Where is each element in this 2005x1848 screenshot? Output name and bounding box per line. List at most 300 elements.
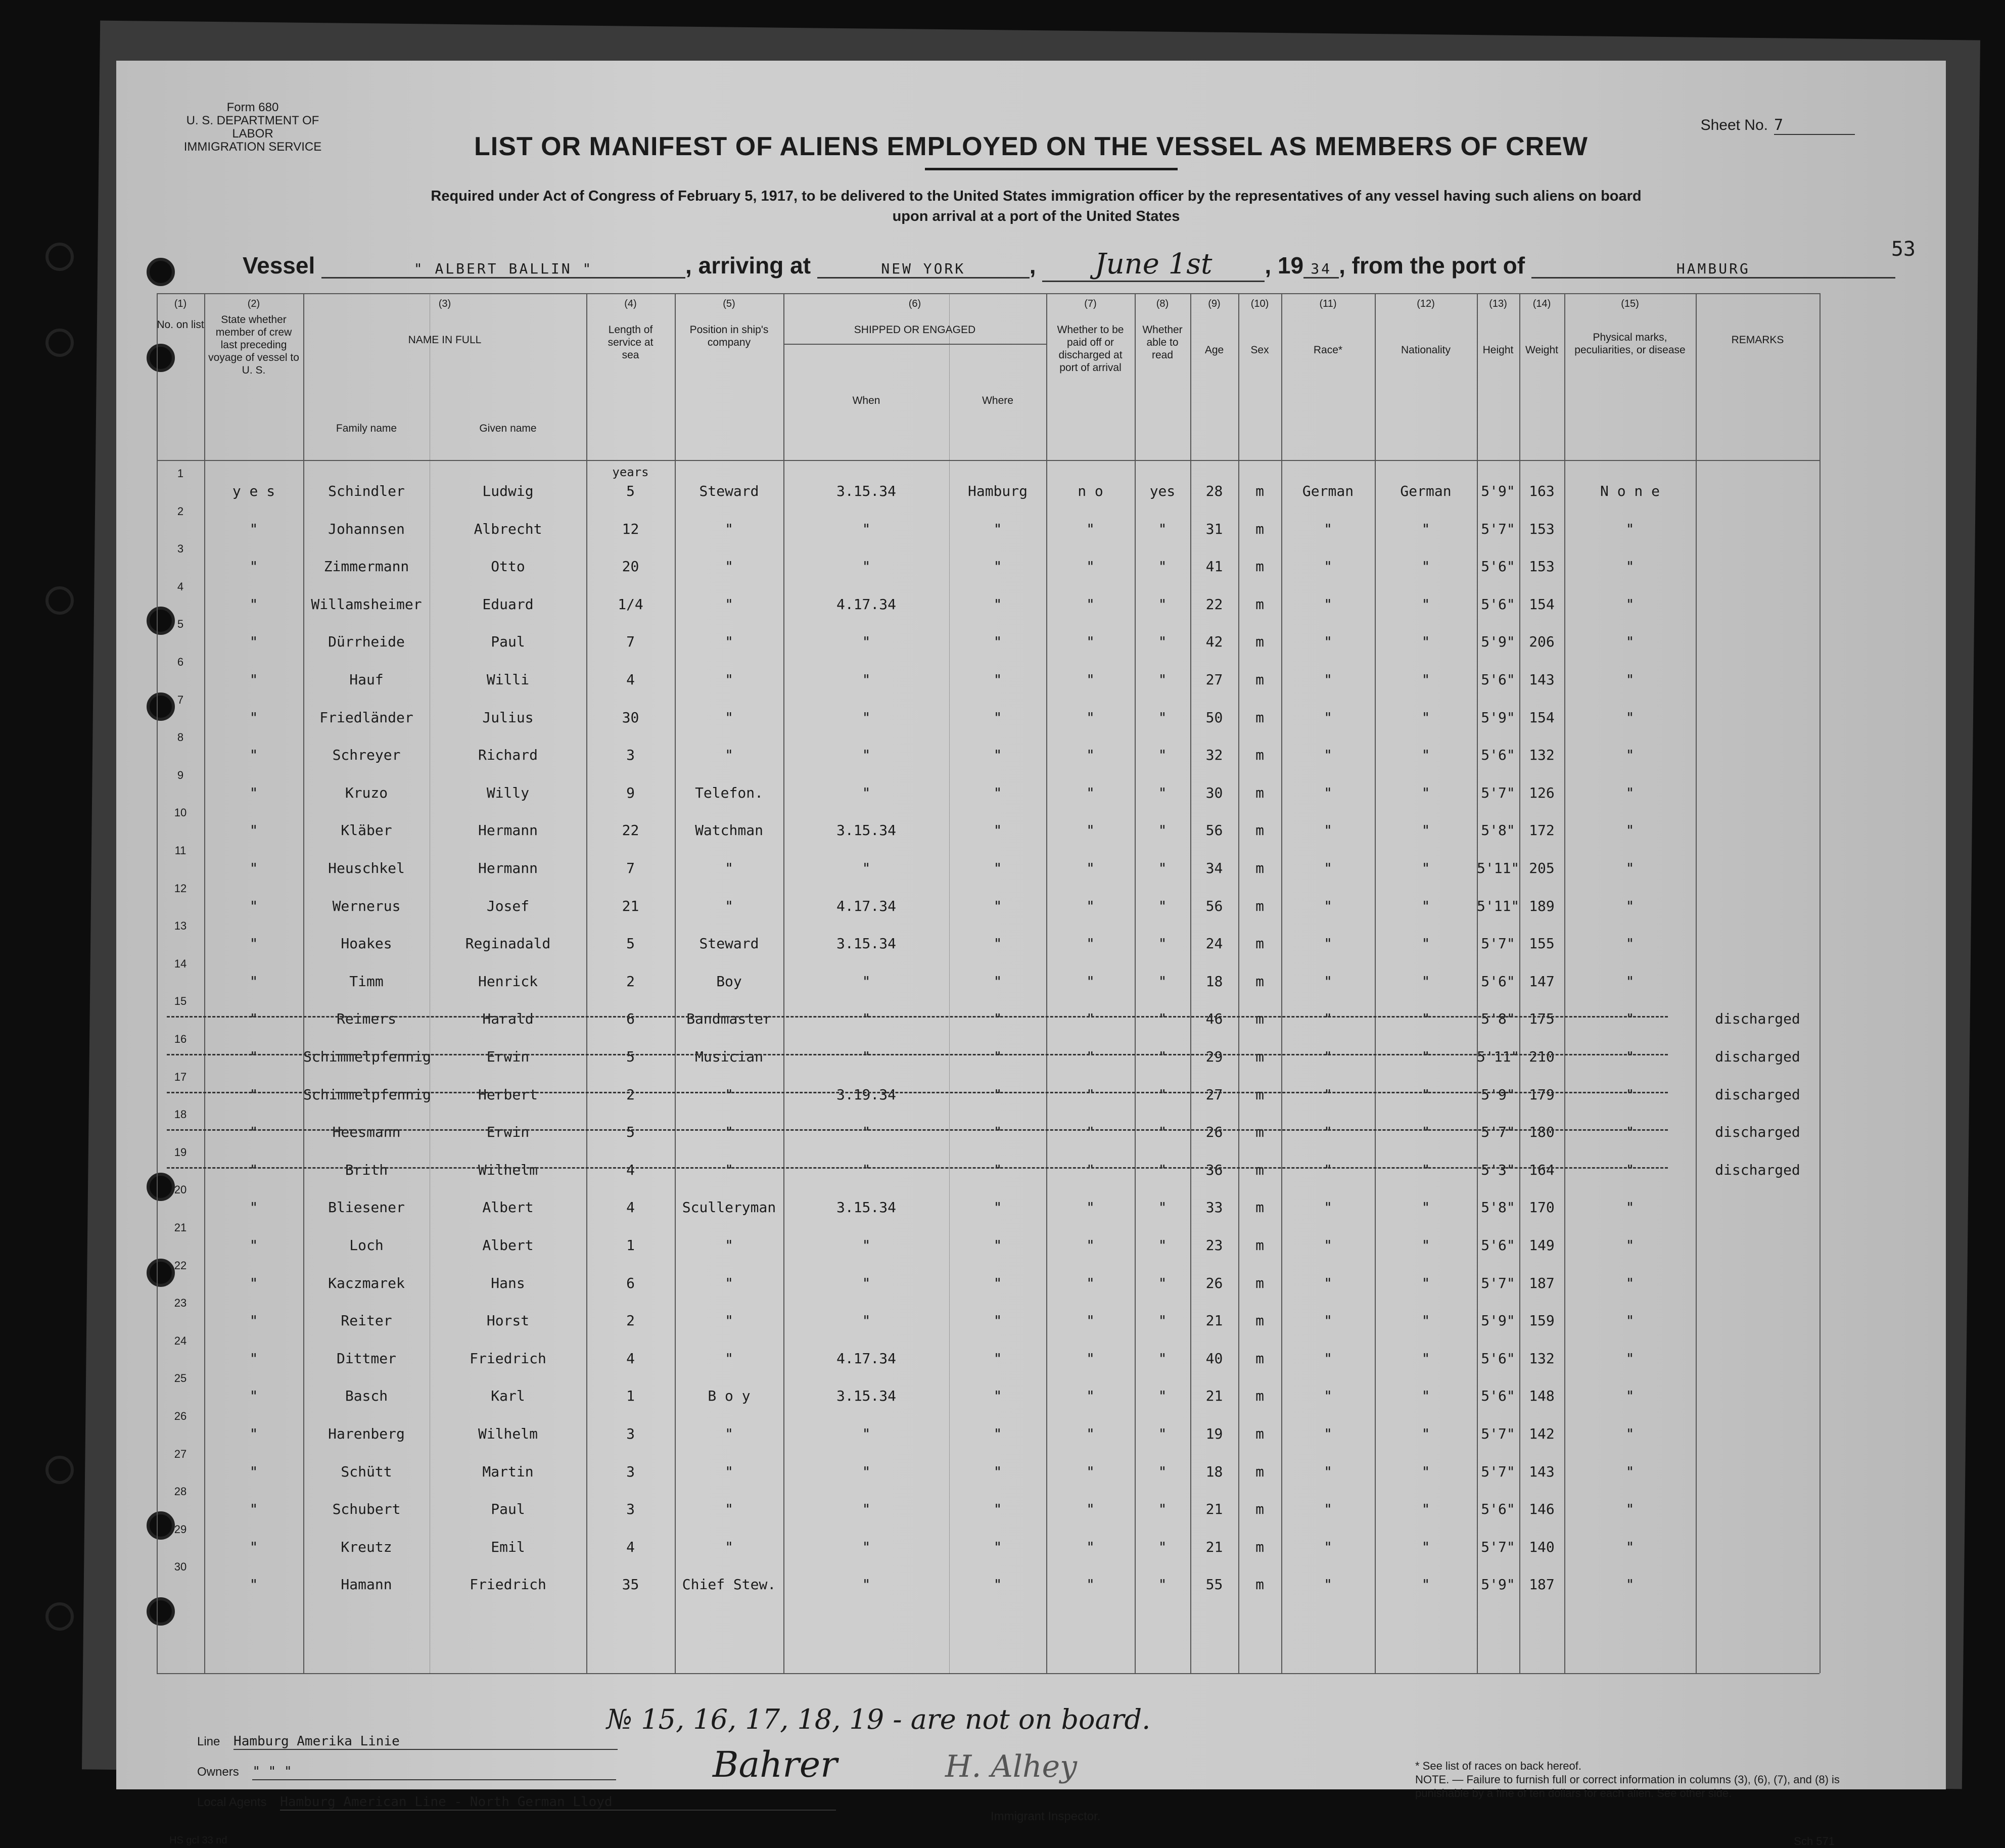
table-row	[157, 654, 1820, 691]
position-cell: Musician	[695, 1048, 763, 1065]
position-cell: "	[725, 897, 733, 914]
age-cell: 50	[1205, 709, 1223, 726]
weight-cell: 159	[1529, 1312, 1555, 1329]
family-name-cell: Schimmelpfennig	[303, 1048, 431, 1065]
previous-voyage-cell: "	[249, 1576, 258, 1593]
col4-number: (4)	[624, 298, 637, 309]
page-subtitle	[308, 186, 1764, 226]
previous-voyage-cell: y e s	[232, 483, 275, 499]
position-cell: Telefon.	[695, 784, 763, 801]
shipped-when-cell: "	[862, 784, 871, 801]
table-row	[157, 880, 1820, 917]
family-name-cell: Heesmann	[332, 1124, 401, 1141]
nationality-cell: "	[1421, 1576, 1430, 1593]
age-cell: 27	[1205, 671, 1223, 688]
weight-cell: 132	[1529, 1350, 1555, 1367]
shipped-when-cell: "	[862, 1237, 871, 1254]
family-name-cell: Schütt	[341, 1463, 392, 1480]
length-of-service-cell: 5	[626, 483, 635, 499]
previous-voyage-cell: "	[249, 897, 258, 914]
footer-line	[197, 1734, 618, 1750]
age-cell: 36	[1205, 1161, 1223, 1178]
print-code: HS gcl 33 nd	[169, 1835, 227, 1846]
physical-marks-cell: "	[1625, 1048, 1635, 1065]
given-name-cell: Paul	[491, 1501, 525, 1518]
height-cell: 5'7"	[1481, 1425, 1515, 1442]
sex-cell: m	[1255, 520, 1264, 537]
height-cell: 5'3"	[1481, 1161, 1515, 1178]
race-cell: "	[1324, 935, 1332, 952]
physical-marks-cell: "	[1625, 1388, 1635, 1405]
given-name-cell: Erwin	[486, 1124, 530, 1141]
col-able-to-read: Whether able to read	[1142, 324, 1183, 361]
previous-voyage-cell: "	[249, 1010, 258, 1028]
sex-cell: m	[1255, 747, 1264, 764]
length-of-service-cell: 3	[626, 1425, 635, 1442]
physical-marks-cell: "	[1625, 1538, 1635, 1555]
sex-cell: m	[1255, 822, 1264, 839]
table-row	[157, 1106, 1820, 1143]
col7-number: (7)	[1084, 298, 1097, 309]
sex-cell: m	[1255, 1538, 1264, 1555]
paid-off-cell: "	[1086, 1388, 1095, 1405]
physical-marks-cell: "	[1625, 860, 1635, 876]
physical-marks-cell: "	[1625, 1274, 1635, 1291]
paid-off-cell: "	[1086, 784, 1095, 801]
age-cell: 22	[1205, 595, 1223, 613]
nationality-cell: "	[1421, 747, 1430, 764]
shipped-where-cell: "	[993, 1161, 1002, 1178]
previous-voyage-cell: "	[249, 1501, 258, 1518]
line-value: Hamburg Amerika Linie	[234, 1734, 618, 1750]
race-cell: "	[1324, 1274, 1332, 1291]
col-previous-voyage: State whether member of crew last preceding voyage of vessel to U. S.	[208, 314, 299, 376]
previous-voyage-cell: "	[249, 633, 258, 651]
row-number-cell: 7	[177, 693, 184, 706]
table-row	[157, 691, 1820, 729]
col14-number: (14)	[1532, 298, 1551, 309]
position-cell: "	[725, 1161, 733, 1178]
length-of-service-cell: 5	[626, 1048, 635, 1065]
age-cell: 55	[1205, 1576, 1223, 1593]
height-cell: 5'6"	[1481, 747, 1515, 764]
table-row	[157, 804, 1820, 842]
race-cell: "	[1324, 709, 1332, 726]
sex-cell: m	[1255, 1501, 1264, 1518]
able-to-read-cell: "	[1158, 1576, 1167, 1593]
paid-off-cell: "	[1086, 1124, 1095, 1141]
shipped-where-cell: "	[993, 1463, 1002, 1480]
sex-cell: m	[1255, 1388, 1264, 1405]
family-name-cell: Bliesener	[328, 1199, 405, 1216]
length-of-service-cell: 6	[626, 1010, 635, 1028]
height-cell: 5'7"	[1481, 935, 1515, 952]
strike-line	[167, 1167, 1668, 1169]
length-of-service-cell: 12	[622, 520, 639, 537]
sex-cell: m	[1255, 897, 1264, 914]
inspector-label: Immigrant Inspector.	[991, 1810, 1101, 1823]
fine-note: NOTE. — Failure to furnish full or correct information in columns (3), (6), (7), and (8) is punishable by a fine of ten dollars for each alien. See other side.	[1415, 1773, 1840, 1799]
paid-off-cell: "	[1086, 709, 1095, 726]
row-number-cell: 6	[177, 656, 184, 668]
row-number-cell: 8	[177, 731, 184, 744]
weight-cell: 143	[1529, 671, 1555, 688]
position-cell: "	[725, 1086, 733, 1103]
col-sex: Sex	[1250, 344, 1269, 356]
row-number-cell: 4	[177, 580, 184, 593]
family-name-cell: Kaczmarek	[328, 1274, 405, 1291]
paid-off-cell: "	[1086, 747, 1095, 764]
sex-cell: m	[1255, 973, 1264, 990]
sheet-value: 7	[1774, 116, 1855, 135]
line-label: Line	[197, 1735, 220, 1748]
race-cell: "	[1324, 671, 1332, 688]
inspector-signature: H. Alhey	[945, 1749, 1078, 1784]
table-row	[157, 616, 1820, 653]
given-name-cell: Harald	[482, 1010, 534, 1028]
physical-marks-cell: "	[1625, 973, 1635, 990]
nationality-cell: "	[1421, 1350, 1430, 1367]
shipped-where-cell: "	[993, 633, 1002, 651]
owners-label: Owners	[197, 1765, 239, 1779]
previous-voyage-cell: "	[249, 1274, 258, 1291]
nationality-cell: "	[1421, 1388, 1430, 1405]
col6-number: (6)	[908, 298, 921, 309]
form-number: Form 680	[226, 101, 279, 114]
shipped-where-cell: Hamburg	[967, 483, 1028, 499]
row-number-cell: 20	[174, 1183, 187, 1196]
col1-number: (1)	[174, 298, 187, 309]
vessel-line: Vessel " ALBERT BALLIN " , arriving at NEW YORK , June 1st , 19 34 , from the port of HAMBURG	[243, 248, 1895, 282]
physical-marks-cell: "	[1625, 1350, 1635, 1367]
length-of-service-cell: 6	[626, 1274, 635, 1291]
able-to-read-cell: "	[1158, 595, 1167, 613]
given-name-cell: Wilhelm	[478, 1161, 538, 1178]
previous-voyage-cell: "	[249, 595, 258, 613]
table-row	[157, 955, 1820, 993]
row-number-cell: 18	[174, 1108, 187, 1121]
height-cell: 5'8"	[1481, 822, 1515, 839]
race-cell: "	[1324, 1501, 1332, 1518]
weight-cell: 153	[1529, 558, 1555, 575]
height-cell: 5'8"	[1481, 1010, 1515, 1028]
row-number-cell: 15	[174, 995, 187, 1008]
paid-off-cell: "	[1086, 1161, 1095, 1178]
years-note: years	[612, 465, 649, 479]
race-cell: "	[1324, 897, 1332, 914]
length-of-service-cell: 20	[622, 558, 639, 575]
paid-off-cell: "	[1086, 520, 1095, 537]
age-cell: 33	[1205, 1199, 1223, 1216]
binder-hole	[45, 1456, 74, 1484]
race-cell: "	[1324, 747, 1332, 764]
position-cell: "	[725, 747, 733, 764]
height-cell: 5'8"	[1481, 1199, 1515, 1216]
weight-cell: 154	[1529, 709, 1555, 726]
race-cell: "	[1324, 1538, 1332, 1555]
age-cell: 46	[1205, 1010, 1223, 1028]
shipped-when-cell: 3.15.34	[836, 1199, 896, 1216]
height-cell: 5'9"	[1481, 709, 1515, 726]
position-cell: "	[725, 595, 733, 613]
previous-voyage-cell: "	[249, 1237, 258, 1254]
paid-off-cell: "	[1086, 1425, 1095, 1442]
age-cell: 19	[1205, 1425, 1223, 1442]
col-given-name: Given name	[479, 423, 537, 434]
height-cell: 5'11"	[1477, 860, 1520, 876]
given-name-cell: Willi	[486, 671, 530, 688]
height-cell: 5'11"	[1477, 1048, 1520, 1065]
nationality-cell: "	[1421, 973, 1430, 990]
col-position: Position in ship's company	[689, 324, 769, 348]
position-cell: Boy	[716, 973, 742, 990]
family-name-cell: Reiter	[341, 1312, 392, 1329]
age-cell: 18	[1205, 1463, 1223, 1480]
col-paid-off: Whether to be paid off or discharged at port of arrival	[1057, 324, 1124, 374]
nationality-cell: "	[1421, 671, 1430, 688]
row-number-cell: 14	[174, 957, 187, 970]
manifest-sheet	[116, 61, 1946, 1847]
table-row	[157, 1257, 1820, 1295]
shipped-when-cell: 3.15.34	[836, 935, 896, 952]
nationality-cell: "	[1421, 1463, 1430, 1480]
row-number-cell: 2	[177, 504, 184, 518]
shipped-when-cell: "	[862, 520, 871, 537]
able-to-read-cell: "	[1158, 558, 1167, 575]
able-to-read-cell: "	[1158, 520, 1167, 537]
weight-cell: 146	[1529, 1501, 1555, 1518]
col-remarks: REMARKS	[1731, 334, 1784, 346]
given-name-cell: Julius	[482, 709, 534, 726]
able-to-read-cell: "	[1158, 671, 1167, 688]
col10-number: (10)	[1250, 298, 1269, 309]
subtitle-line-1: Required under Act of Congress of February 5, 1917, to be delivered to the United States immigration officer by the representatives of any vessel having such aliens on board	[431, 188, 1642, 204]
given-name-cell: Hermann	[478, 860, 538, 876]
length-of-service-cell: 4	[626, 1350, 635, 1367]
nationality-cell: "	[1421, 1010, 1430, 1028]
given-name-cell: Albrecht	[474, 520, 542, 537]
row-number-cell: 9	[177, 768, 184, 781]
weight-cell: 154	[1529, 595, 1555, 613]
race-cell: "	[1324, 1161, 1332, 1178]
col-length-of-service: Length of service at sea	[608, 324, 654, 361]
given-name-cell: Albert	[482, 1199, 534, 1216]
able-to-read-cell: "	[1158, 709, 1167, 726]
crew-table	[157, 293, 1820, 1673]
previous-voyage-cell: "	[249, 671, 258, 688]
sex-cell: m	[1255, 784, 1264, 801]
paid-off-cell: "	[1086, 973, 1095, 990]
nationality-cell: "	[1421, 1161, 1430, 1178]
age-cell: 34	[1205, 860, 1223, 876]
age-cell: 41	[1205, 558, 1223, 575]
physical-marks-cell: "	[1625, 1463, 1635, 1480]
nationality-cell: "	[1421, 1086, 1430, 1103]
shipped-where-cell: "	[993, 1425, 1002, 1442]
col5-number: (5)	[723, 298, 735, 309]
given-name-cell: Hans	[491, 1274, 525, 1291]
height-cell: 5'7"	[1481, 784, 1515, 801]
department: U. S. DEPARTMENT OF LABOR	[186, 114, 319, 141]
height-cell: 5'7"	[1481, 1274, 1515, 1291]
length-of-service-cell: 3	[626, 747, 635, 764]
table-row	[157, 842, 1820, 880]
shipped-where-cell: "	[993, 1199, 1002, 1216]
age-cell: 27	[1205, 1086, 1223, 1103]
previous-voyage-cell: "	[249, 1161, 258, 1178]
height-cell: 5'6"	[1481, 558, 1515, 575]
given-name-cell: Martin	[482, 1463, 534, 1480]
sheet-label: Sheet No.	[1700, 117, 1768, 133]
position-cell: "	[725, 709, 733, 726]
col-nationality: Nationality	[1401, 344, 1451, 356]
previous-voyage-cell: "	[249, 709, 258, 726]
able-to-read-cell: "	[1158, 1124, 1167, 1141]
paid-off-cell: "	[1086, 1501, 1095, 1518]
age-cell: 31	[1205, 520, 1223, 537]
position-cell: Watchman	[695, 822, 763, 839]
weight-cell: 148	[1529, 1388, 1555, 1405]
physical-marks-cell: "	[1625, 822, 1635, 839]
length-of-service-cell: 21	[622, 897, 639, 914]
height-cell: 5'7"	[1481, 1538, 1515, 1555]
age-cell: 24	[1205, 935, 1223, 952]
paid-off-cell: "	[1086, 1010, 1095, 1028]
family-name-cell: Loch	[349, 1237, 384, 1254]
col15-number: (15)	[1621, 298, 1639, 309]
age-cell: 56	[1205, 822, 1223, 839]
row-number-cell: 28	[174, 1485, 187, 1498]
binder-hole	[147, 258, 175, 286]
col8-number: (8)	[1156, 298, 1169, 309]
arrival-year: 34	[1303, 260, 1339, 279]
given-name-cell: Wilhelm	[478, 1425, 538, 1442]
sex-cell: m	[1255, 558, 1264, 575]
table-row	[157, 1295, 1820, 1332]
shipped-when-cell: "	[862, 747, 871, 764]
paid-off-cell: "	[1086, 1086, 1095, 1103]
physical-marks-cell: "	[1625, 1312, 1635, 1329]
age-cell: 26	[1205, 1124, 1223, 1141]
shipped-when-cell: "	[862, 558, 871, 575]
shipped-where-cell: "	[993, 595, 1002, 613]
position-cell: B o y	[708, 1388, 751, 1405]
length-of-service-cell: 5	[626, 935, 635, 952]
race-cell: "	[1324, 1312, 1332, 1329]
row-number-cell: 13	[174, 919, 187, 933]
sex-cell: m	[1255, 1463, 1264, 1480]
table-row	[157, 578, 1820, 616]
nationality-cell: "	[1421, 595, 1430, 613]
sex-cell: m	[1255, 1312, 1264, 1329]
given-name-cell: Albert	[482, 1237, 534, 1254]
weight-cell: 142	[1529, 1425, 1555, 1442]
remarks-cell: discharged	[1715, 1161, 1800, 1178]
position-cell: "	[725, 1425, 733, 1442]
shipped-where-cell: "	[993, 822, 1002, 839]
able-to-read-cell: "	[1158, 1086, 1167, 1103]
shipped-where-cell: "	[993, 1350, 1002, 1367]
previous-voyage-cell: "	[249, 1086, 258, 1103]
paid-off-cell: "	[1086, 1463, 1095, 1480]
page-number: 53	[1891, 238, 1916, 261]
row-number-cell: 21	[174, 1221, 187, 1234]
position-cell: Bandmaster	[686, 1010, 772, 1028]
row-number-cell: 22	[174, 1259, 187, 1272]
given-name-cell: Eduard	[482, 595, 534, 613]
height-cell: 5'6"	[1481, 1237, 1515, 1254]
nationality-cell: "	[1421, 860, 1430, 876]
weight-cell: 172	[1529, 822, 1555, 839]
family-name-cell: Timm	[349, 973, 384, 990]
row-number-cell: 29	[174, 1522, 187, 1536]
previous-voyage-cell: "	[249, 1350, 258, 1367]
binder-hole	[45, 243, 74, 271]
race-cell: "	[1324, 784, 1332, 801]
race-note: * See list of races on back hereof.	[1415, 1760, 1581, 1772]
family-name-cell: Kreutz	[341, 1538, 392, 1555]
row-number-cell: 30	[174, 1560, 187, 1574]
able-to-read-cell: "	[1158, 1237, 1167, 1254]
physical-marks-cell: N o n e	[1600, 483, 1660, 499]
weight-cell: 205	[1529, 860, 1555, 876]
col12-number: (12)	[1417, 298, 1435, 309]
sex-cell: m	[1255, 483, 1264, 499]
table-row	[157, 1521, 1820, 1558]
race-cell: "	[1324, 1124, 1332, 1141]
position-cell: Steward	[699, 483, 759, 499]
service: IMMIGRATION SERVICE	[183, 140, 322, 154]
physical-marks-cell: "	[1625, 1501, 1635, 1518]
paid-off-cell: n o	[1078, 483, 1103, 499]
age-cell: 21	[1205, 1388, 1223, 1405]
able-to-read-cell: "	[1158, 1048, 1167, 1065]
footer-notes	[1415, 1759, 1870, 1800]
paid-off-cell: "	[1086, 1312, 1095, 1329]
paid-off-cell: "	[1086, 1350, 1095, 1367]
arriving-label: , arriving at	[685, 252, 811, 279]
race-cell: "	[1324, 520, 1332, 537]
nationality-cell: "	[1421, 897, 1430, 914]
remarks-cell: discharged	[1715, 1086, 1800, 1103]
race-cell: "	[1324, 1388, 1332, 1405]
length-of-service-cell: 4	[626, 1538, 635, 1555]
previous-voyage-cell: "	[249, 1538, 258, 1555]
age-cell: 30	[1205, 784, 1223, 801]
col-where: Where	[982, 395, 1013, 406]
weight-cell: 140	[1529, 1538, 1555, 1555]
age-cell: 32	[1205, 747, 1223, 764]
shipped-where-cell: "	[993, 520, 1002, 537]
shipped-when-cell: 4.17.34	[836, 897, 896, 914]
shipped-where-cell: "	[993, 1010, 1002, 1028]
physical-marks-cell: "	[1625, 520, 1635, 537]
physical-marks-cell: "	[1625, 1576, 1635, 1593]
col2-number: (2)	[247, 298, 260, 309]
col-age: Age	[1204, 344, 1224, 356]
position-cell: "	[725, 1463, 733, 1480]
shipped-when-cell: "	[862, 633, 871, 651]
shipped-when-cell: 4.17.34	[836, 595, 896, 613]
race-cell: "	[1324, 1425, 1332, 1442]
given-name-cell: Richard	[478, 747, 538, 764]
family-name-cell: Willamsheimer	[311, 595, 422, 613]
family-name-cell: Hamann	[341, 1576, 392, 1593]
table-row	[157, 767, 1820, 804]
weight-cell: 180	[1529, 1124, 1555, 1141]
family-name-cell: Johannsen	[328, 520, 405, 537]
paid-off-cell: "	[1086, 595, 1095, 613]
